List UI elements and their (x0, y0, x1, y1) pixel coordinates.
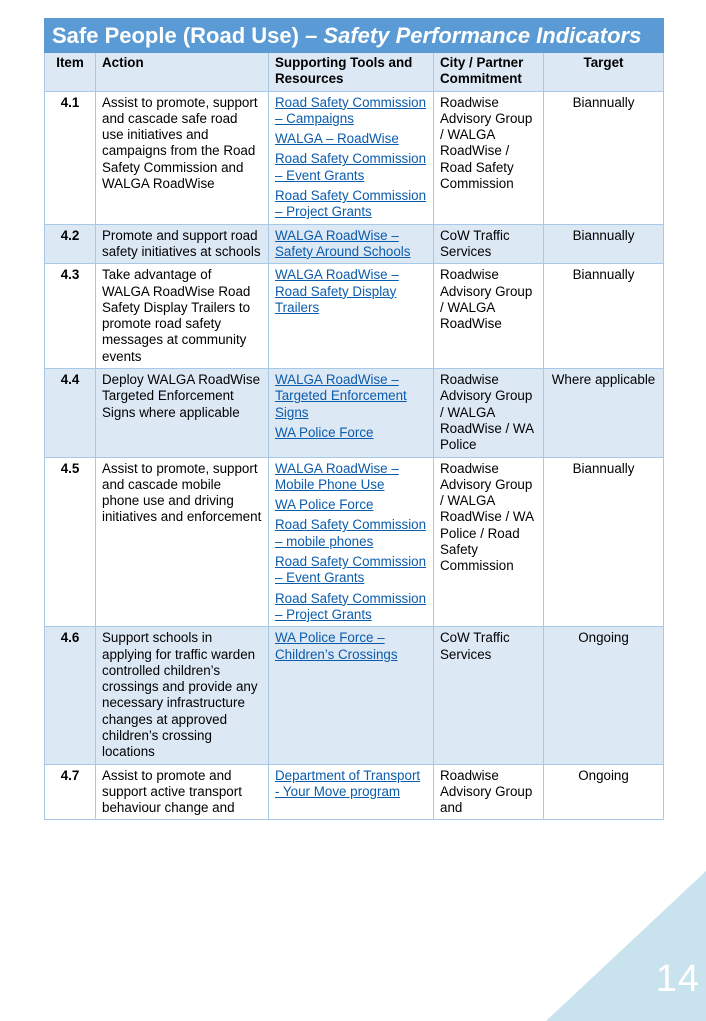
resource-link[interactable]: Road Safety Commission – Event Grants (275, 151, 427, 183)
partner-commitment: Roadwise Advisory Group / WALGA RoadWise (434, 264, 544, 369)
item-number: 4.2 (45, 224, 96, 264)
table-title-row (45, 19, 664, 53)
tools-cell (269, 224, 434, 264)
header-commitment: City / Partner Commitment (434, 53, 544, 92)
tools-cell (269, 91, 434, 224)
table-row (45, 457, 664, 627)
target-value: Where applicable (544, 369, 664, 457)
partner-commitment: Roadwise Advisory Group / WALGA RoadWise / WA Police / Road Safety Commission (434, 457, 544, 627)
partner-commitment: CoW Traffic Services (434, 627, 544, 764)
table-row (45, 764, 664, 820)
table-header-row (45, 53, 664, 92)
resource-link[interactable]: WA Police Force – Children’s Crossings (275, 630, 398, 662)
title-italic: Safety Performance Indicators (323, 23, 642, 48)
resource-link[interactable]: WALGA RoadWise – Targeted Enforcement Signs (275, 372, 407, 420)
resource-link[interactable]: WA Police Force (275, 497, 374, 513)
resource-link[interactable]: WALGA RoadWise – Safety Around Schools (275, 227, 411, 259)
target-value: Ongoing (544, 627, 664, 764)
action-text: Assist to promote and support active transport behaviour change and (96, 764, 269, 820)
safety-indicators-table (44, 18, 664, 820)
table-title (45, 19, 664, 53)
tools-cell (269, 627, 434, 764)
header-action: Action (96, 53, 269, 92)
header-tools: Supporting Tools and Resources (269, 53, 434, 92)
partner-commitment: Roadwise Advisory Group / WALGA RoadWise / Road Safety Commission (434, 91, 544, 224)
resource-link[interactable]: WALGA RoadWise – Road Safety Display Trailers (275, 267, 399, 315)
action-text: Promote and support road safety initiatives at schools (96, 224, 269, 264)
resource-link[interactable]: Road Safety Commission – mobile phones (275, 517, 427, 549)
target-value: Biannually (544, 457, 664, 627)
table-row (45, 369, 664, 457)
header-target: Target (544, 53, 664, 92)
item-number: 4.3 (45, 264, 96, 369)
header-item: Item (45, 53, 96, 92)
resource-link[interactable]: WA Police Force (275, 424, 374, 440)
resource-link[interactable]: Road Safety Commission – Project Grants (275, 590, 427, 622)
table-row (45, 91, 664, 224)
action-text: Assist to promote, support and cascade safe road use initiatives and campaigns from the Road Safety Commission and WALGA RoadWise (96, 91, 269, 224)
page-number: 14 (655, 958, 700, 1000)
item-number: 4.4 (45, 369, 96, 457)
tools-cell (269, 369, 434, 457)
partner-commitment: CoW Traffic Services (434, 224, 544, 264)
resource-link[interactable]: Road Safety Commission – Event Grants (275, 554, 427, 586)
tools-cell (269, 457, 434, 627)
resource-link[interactable]: Road Safety Commission – Campaigns (275, 94, 427, 126)
item-number: 4.1 (45, 91, 96, 224)
target-value: Biannually (544, 224, 664, 264)
target-value: Ongoing (544, 764, 664, 820)
action-text: Deploy WALGA RoadWise Targeted Enforcement Signs where applicable (96, 369, 269, 457)
item-number: 4.6 (45, 627, 96, 764)
partner-commitment: Roadwise Advisory Group / WALGA RoadWise / WA Police (434, 369, 544, 457)
resource-link[interactable]: WALGA – RoadWise (275, 131, 399, 147)
resource-link[interactable]: Road Safety Commission – Project Grants (275, 188, 427, 220)
target-value: Biannually (544, 91, 664, 224)
table-row (45, 264, 664, 369)
action-text: Assist to promote, support and cascade mobile phone use and driving initiatives and enforcement (96, 457, 269, 627)
partner-commitment: Roadwise Advisory Group and (434, 764, 544, 820)
target-value: Biannually (544, 264, 664, 369)
title-main: Safe People (Road Use) – (52, 23, 324, 48)
action-text: Support schools in applying for traffic warden controlled children’s crossings and provide any necessary infrastructure changes at approved children’s crossing locations (96, 627, 269, 764)
resource-link[interactable]: Department of Transport - Your Move program (275, 767, 421, 799)
resource-link[interactable]: WALGA RoadWise – Mobile Phone Use (275, 460, 399, 492)
tools-cell (269, 264, 434, 369)
item-number: 4.5 (45, 457, 96, 627)
tools-cell (269, 764, 434, 820)
table-row (45, 627, 664, 764)
table-row (45, 224, 664, 264)
item-number: 4.7 (45, 764, 96, 820)
action-text: Take advantage of WALGA RoadWise Road Safety Display Trailers to promote road safety messages at community events (96, 264, 269, 369)
